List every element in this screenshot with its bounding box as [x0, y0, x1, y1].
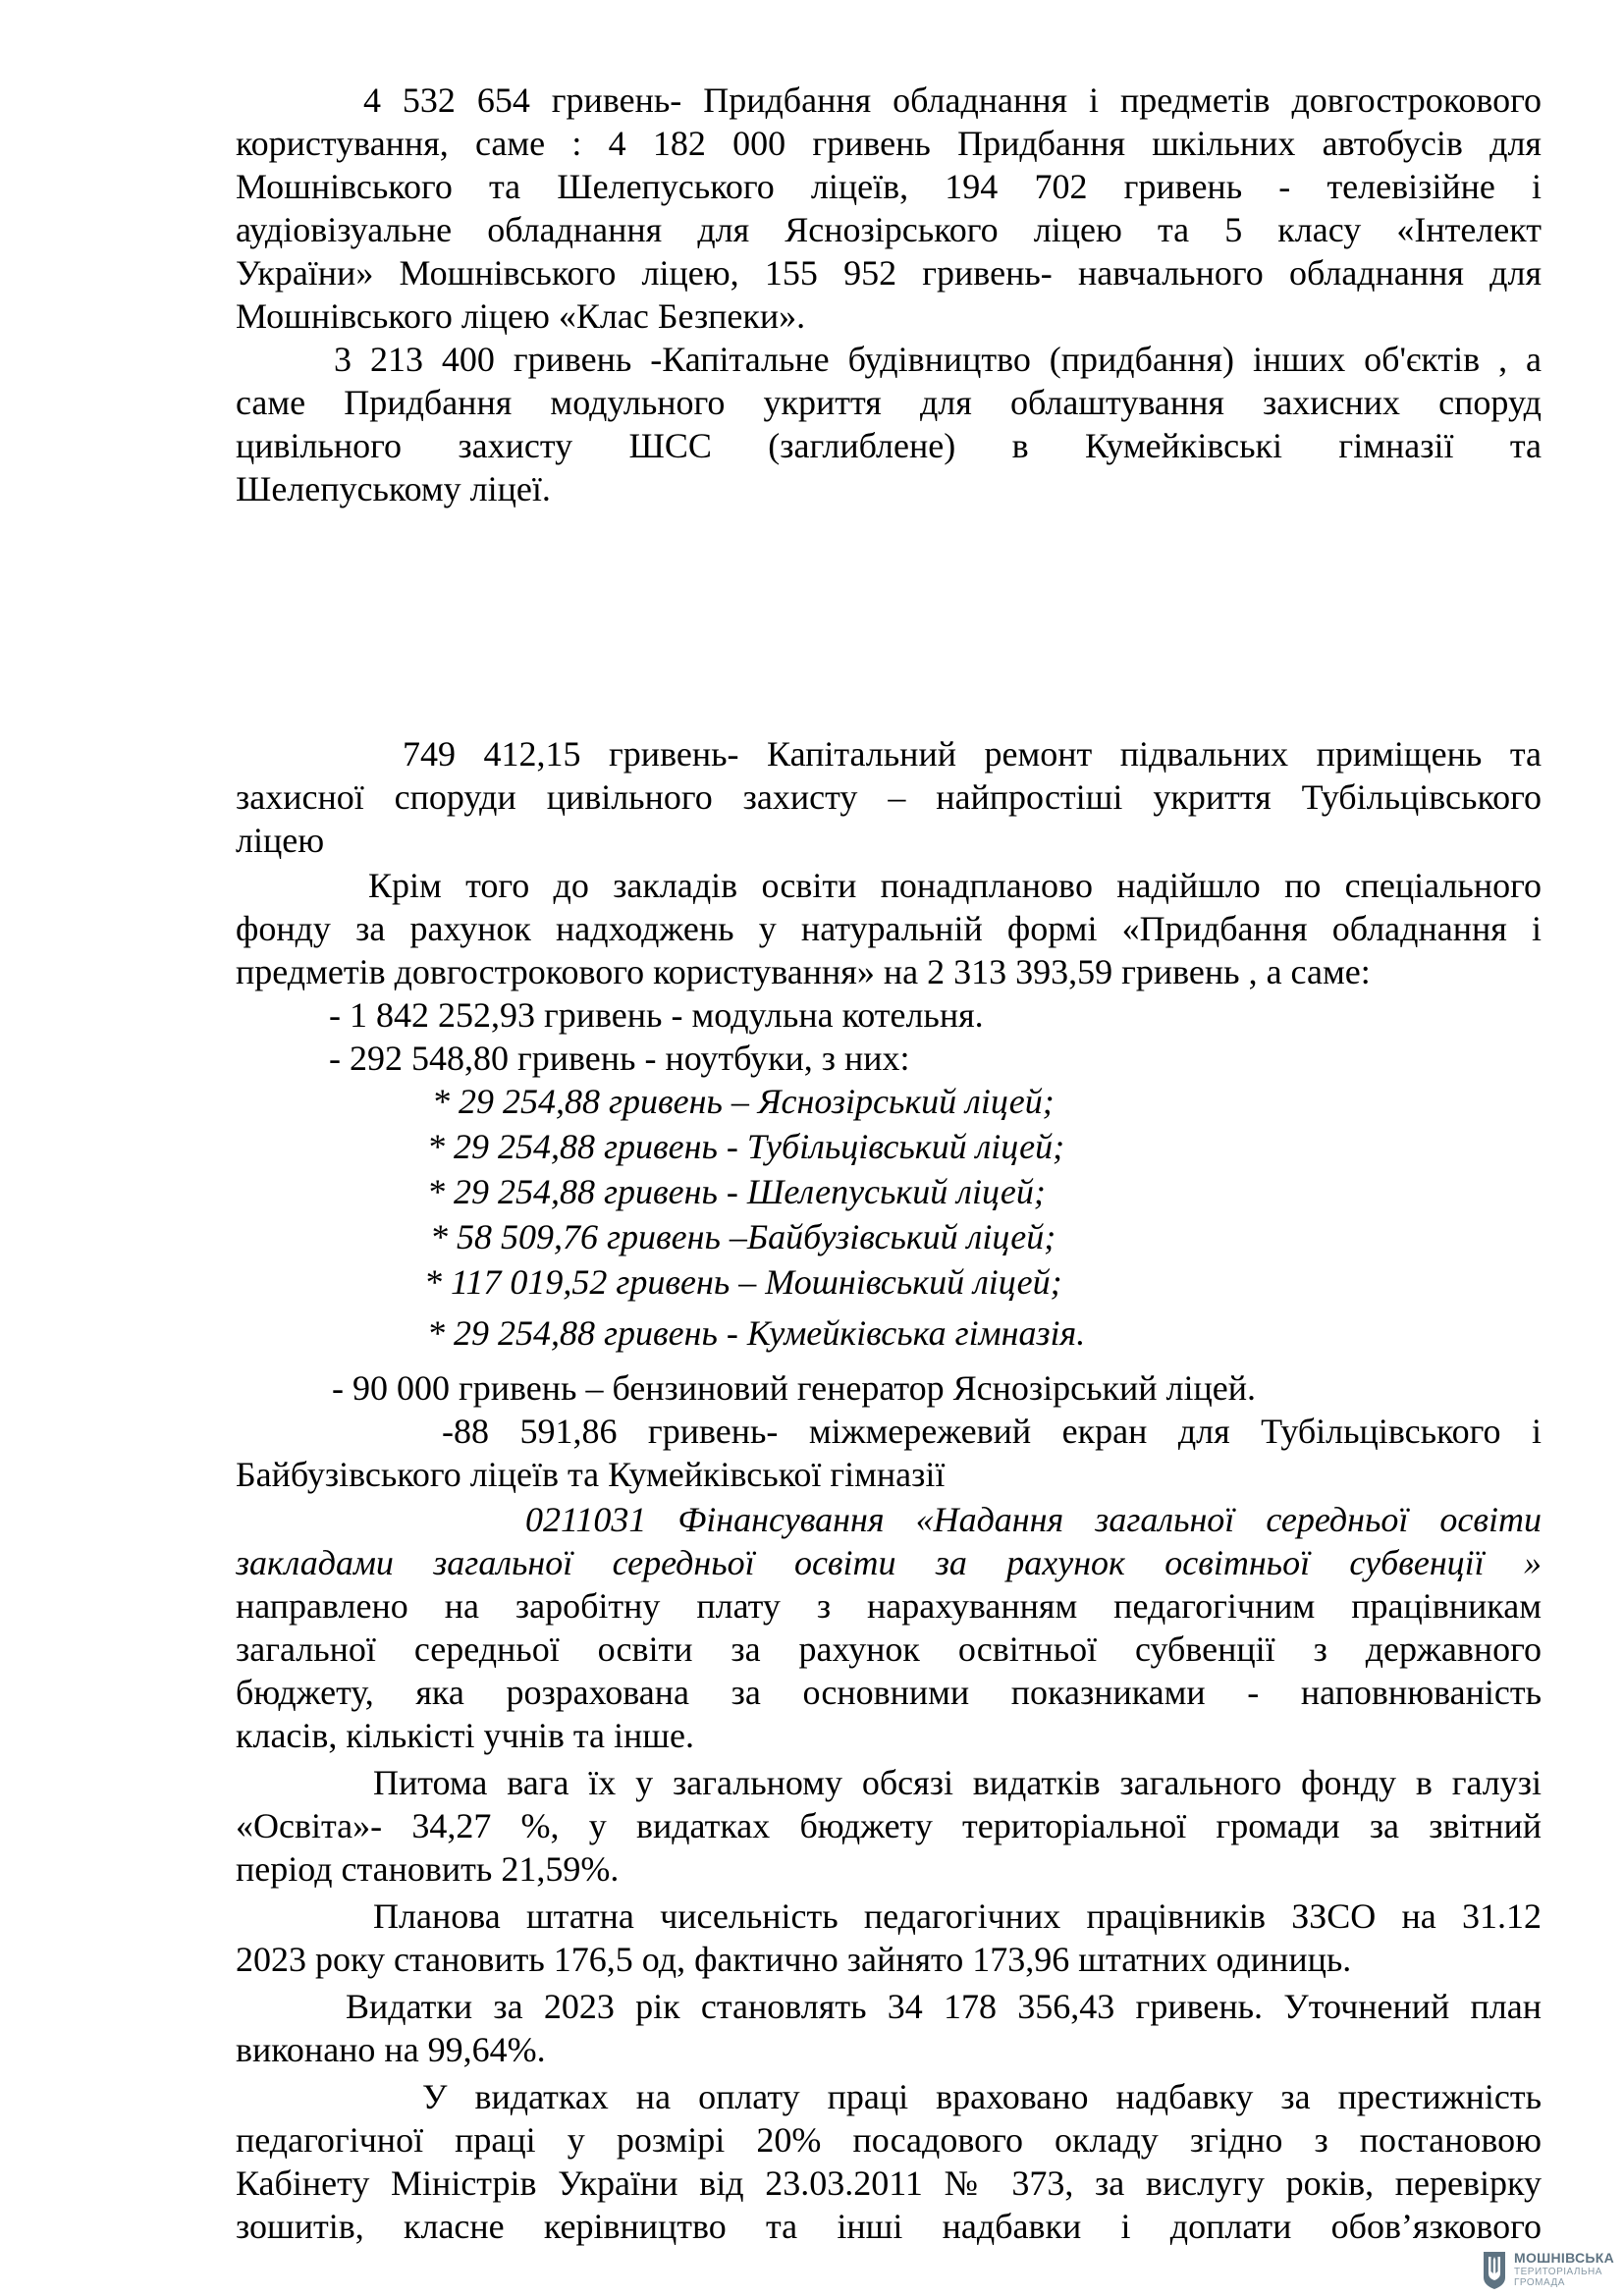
text-line: «Освіта»- 34,27 %, у видатках бюджету територіальної громади за звітний — [236, 1806, 1542, 1845]
text-line: направлено на заробітну плату з нарахуванням педагогічним працівникам — [236, 1586, 1542, 1626]
text-line: бюджету, яка розрахована за основними показниками - наповнюваність — [236, 1673, 1542, 1712]
text-line: Крім того до закладів освіти понадплановo надійшло по спеціального — [368, 866, 1542, 905]
community-logo — [1481, 2248, 1618, 2293]
text-line: -88 591,86 гривень- міжмережевий екран для Тубільцівського і — [442, 1412, 1542, 1451]
text-line: 749 412,15 гривень- Капітальний ремонт підвальних приміщень та — [403, 734, 1542, 774]
text-line: Мошнівського та Шелепуського ліцеїв, 194 702 гривень - телевізійне і — [236, 167, 1542, 206]
logo-name: МОШНІВСЬКА — [1514, 2250, 1615, 2266]
list-item: - 292 548,80 гривень - ноутбуки, з них: — [329, 1039, 910, 1078]
list-item: - 90 000 гривень – бензиновий генератор Яснозірський ліцей. — [332, 1368, 1257, 1408]
text-line: У видатках на оплату праці враховано надбавку за престижність — [422, 2077, 1542, 2116]
text-line: фонду за рахунок надходжень у натуральній формі «Придбання обладнання і — [236, 909, 1542, 948]
text-line: Видатки за 2023 рік становлять 34 178 356,43 гривень. Уточнений план — [346, 1987, 1542, 2026]
text-line: цивільного захисту ШСС (заглиблене) в Кумейківські гімназії та — [236, 426, 1542, 465]
text-line: 4 532 654 гривень- Придбання обладнання і предметів довгострокового — [363, 80, 1542, 120]
logo-subtitle: ТЕРИТОРІАЛЬНА — [1514, 2267, 1602, 2277]
text-line: Планова штатна чисельність педагогічних працівників ЗЗСО на 31.12 — [373, 1896, 1542, 1936]
text-line: 0211031 Фінансування «Надання загальної середньої освіти — [525, 1500, 1542, 1539]
list-item: * 58 509,76 гривень –Байбузівський ліцей; — [430, 1217, 1056, 1256]
text-line: зошитів, класне керівництво та інші надбавки і доплати обов’язкового — [236, 2207, 1542, 2246]
text-line: 2023 року становить 176,5 од, фактично зайнято 173,96 штатних одиниць. — [236, 1940, 1352, 1979]
text-line: 3 213 400 гривень -Капітальне будівництво (придбання) інших об'єктів , а — [334, 340, 1542, 379]
list-item: * 29 254,88 гривень - Шелепуський ліцей; — [427, 1172, 1046, 1211]
text-line: Шелепуському ліцеї. — [236, 469, 551, 508]
list-item: * 117 019,52 гривень – Мошнівський ліцей; — [424, 1262, 1062, 1302]
text-line: України» Мошнівського ліцею, 155 952 гривень- навчального обладнання для — [236, 253, 1542, 293]
text-line: Байбузівського ліцеїв та Кумейківської гімназії — [236, 1455, 946, 1494]
text-line: захисної споруди цивільного захисту – найпростіші укриття Тубільцівського — [236, 777, 1542, 817]
text-line: загальної середньої освіти за рахунок освітньої субвенції з державного — [236, 1629, 1542, 1669]
text-line: класів, кількісті учнів та інше. — [236, 1716, 694, 1755]
text-line: саме Придбання модульного укриття для облаштування захисних споруд — [236, 383, 1542, 422]
text-line: предметів довгострокового користування» на 2 313 393,59 гривень , а саме: — [236, 952, 1371, 991]
text-line: період становить 21,59%. — [236, 1849, 620, 1889]
text-line: Питома вага їх у загальному обсязі видатків загального фонду в галузі — [373, 1763, 1542, 1802]
text-line: виконано на 99,64%. — [236, 2030, 546, 2069]
text-line: Мошнівського ліцею «Клас Безпеки». — [236, 296, 806, 336]
trident-emblem-icon — [1481, 2248, 1508, 2291]
text-line: ліцею — [236, 821, 325, 860]
list-item: * 29 254,88 гривень - Тубільцівський ліцей; — [427, 1127, 1065, 1166]
list-item: - 1 842 252,93 гривень - модульна котельня. — [329, 995, 984, 1035]
text-line: Кабінету Міністрів України від 23.03.2011 № 373, за вислугу років, перевірку — [236, 2163, 1542, 2203]
text-line: закладами загальної середньої освіти за рахунок освітньої субвенції » — [236, 1543, 1542, 1582]
list-item: * 29 254,88 гривень – Яснозірський ліцей; — [432, 1082, 1055, 1121]
logo-subtitle: ГРОМАДА — [1514, 2277, 1565, 2288]
text-line: педагогічної праці у розмірі 20% посадового окладу згідно з постановою — [236, 2120, 1542, 2160]
text-line: користування, саме : 4 182 000 гривень Придбання шкільних автобусів для — [236, 124, 1542, 163]
list-item: * 29 254,88 гривень - Кумейківська гімназія. — [427, 1313, 1086, 1353]
text-line: аудіовізуальне обладнання для Яснозірського ліцею та 5 класу «Інтелект — [236, 210, 1542, 249]
